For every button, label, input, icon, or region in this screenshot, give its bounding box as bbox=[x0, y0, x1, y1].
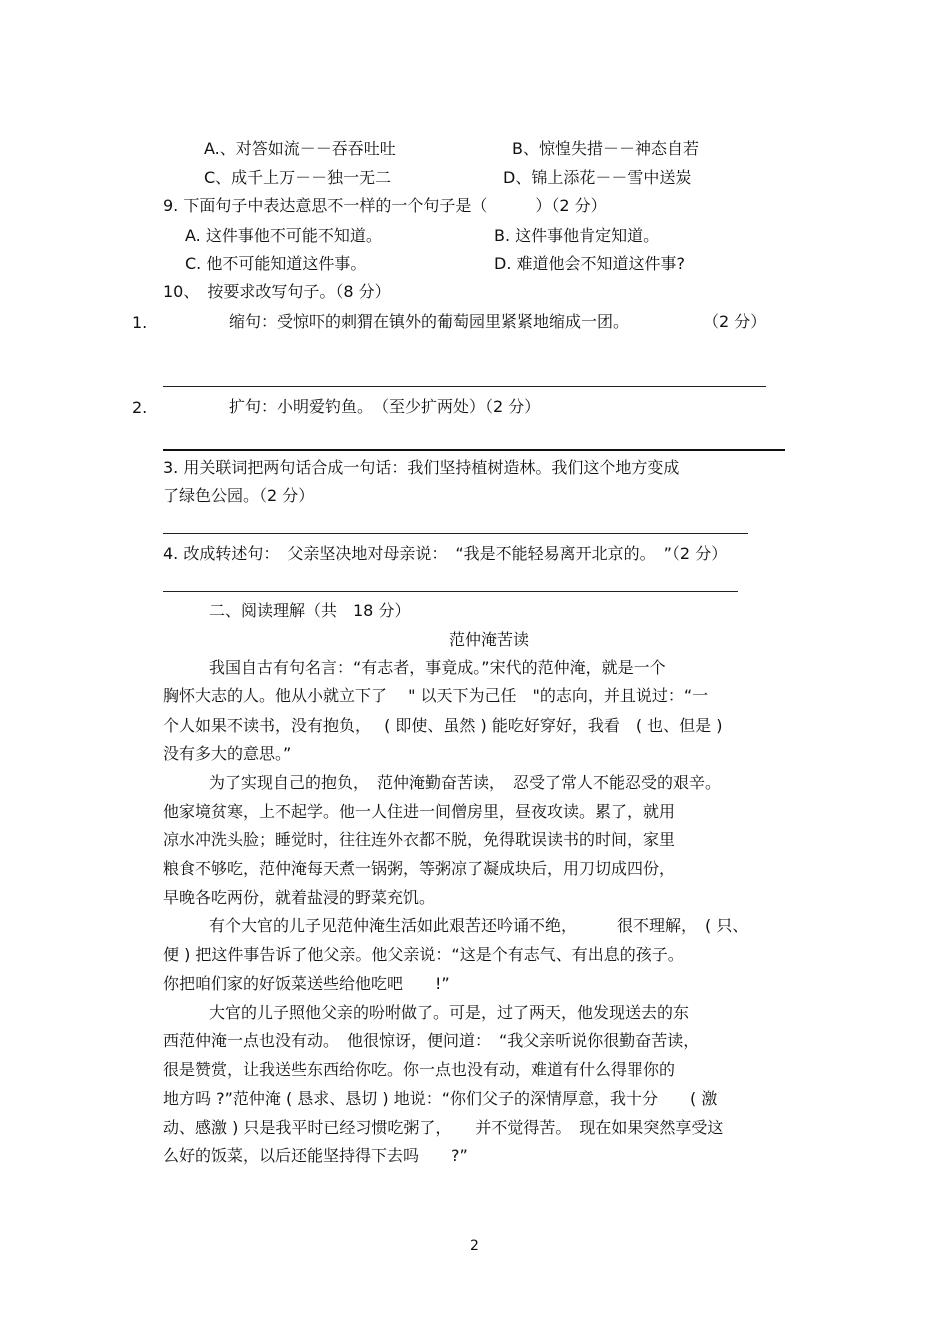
passage-line: 粮食不够吃，范仲淹每天煮一锅粥，等粥凉了凝成块后，用刀切成四份， bbox=[163, 859, 676, 878]
section-heading: 二、阅读理解（共 18 分） bbox=[209, 601, 411, 620]
passage-line: 地方吗 ?”范仲淹 ( 恳求、恳切 ) 地说：“你们父子的深情厚意，我十分 ( 激 bbox=[163, 1089, 718, 1108]
q10-item2-text: 扩句：小明爱钓鱼。 （至少扩两处）（2 分） bbox=[229, 397, 541, 416]
passage-line: 动、感激 ) 只是我平时已经习惯吃粥了， 并不觉得苦。 现在如果突然享受这 bbox=[163, 1118, 724, 1137]
q8-option-b: B、惊惶失措－－神态自若 bbox=[512, 139, 699, 158]
passage-line: 胸怀大志的人。他从小就立下了 " 以天下为己任 "的志向，并且说过：“一 bbox=[163, 686, 709, 705]
passage-line: 很是赞赏，让我送些东西给你吃。你一点也没有动，难道有什么得罪你的 bbox=[163, 1060, 676, 1079]
passage-line: 他家境贫寒，上不起学。他一人住进一间僧房里，昼夜攻读。累了，就用 bbox=[163, 802, 676, 821]
q8-option-d: D、锦上添花－－雪中送炭 bbox=[503, 168, 692, 187]
q10-item1-score: （2 分） bbox=[703, 312, 767, 331]
q9-option-b: B. 这件事他肯定知道。 bbox=[494, 226, 660, 245]
passage-line: 有个大官的儿子见范仲淹生活如此艰苦还吟诵不绝， 很不理解， ( 只、 bbox=[209, 916, 749, 935]
q9-option-a: A. 这件事他不可能不知道。 bbox=[185, 226, 382, 245]
passage-title: 范仲淹苦读 bbox=[449, 630, 530, 649]
page-number: 2 bbox=[470, 1238, 479, 1254]
q10-item2-number: 2. bbox=[132, 398, 148, 417]
passage-line: 没有多大的意思。” bbox=[163, 744, 292, 763]
q9-option-c: C. 他不可能知道这件事。 bbox=[185, 254, 367, 273]
q10-item3-line1: 3. 用关联词把两句话合成一句话：我们坚持植树造林。我们这个地方变成 bbox=[163, 458, 680, 477]
passage-line: 么好的饭菜，以后还能坚持得下去吗 ?” bbox=[163, 1146, 468, 1165]
q9-option-d: D. 难道他会不知道这件事? bbox=[494, 254, 685, 273]
answer-line-4 bbox=[163, 591, 738, 592]
passage-line: 你把咱们家的好饭菜送些给他吃吧 !” bbox=[163, 974, 450, 993]
q10-item1-number: 1. bbox=[132, 313, 148, 332]
q10-item3-line2: 了绿色公园。（2 分） bbox=[163, 486, 315, 505]
q10-item4-text: 4. 改成转述句： 父亲坚决地对母亲说： “我是不能轻易离开北京的。 ”（2 分） bbox=[163, 544, 728, 563]
passage-line: 我国自古有句名言：“有志者，事竟成。”宋代的范仲淹，就是一个 bbox=[209, 658, 666, 677]
q10-title: 10、 按要求改写句子。（8 分） bbox=[163, 282, 391, 301]
answer-line-1 bbox=[163, 386, 766, 387]
passage-line: 个人如果不读书，没有抱负， ( 即使、虽然 ) 能吃好穿好，我看 ( 也、但是 ) bbox=[163, 716, 723, 735]
passage-line: 便 ) 把这件事告诉了他父亲。他父亲说：“这是个有志气、有出息的孩子。 bbox=[163, 945, 684, 964]
passage-line: 为了实现自己的抱负， 范仲淹勤奋苦读， 忍受了常人不能忍受的艰辛。 bbox=[209, 773, 722, 792]
q8-option-a: A.、对答如流－－吞吞吐吐 bbox=[204, 139, 396, 158]
passage-line: 大官的儿子照他父亲的吩咐做了。可是，过了两天，他发现送去的东 bbox=[209, 1003, 690, 1022]
passage-line: 凉水冲洗头脸；睡觉时，往往连外衣都不脱，免得耽误读书的时间，家里 bbox=[163, 830, 676, 849]
passage-line: 西范仲淹一点也没有动。 他很惊讶，便问道： “我父亲听说你很勤奋苦读， bbox=[163, 1031, 700, 1050]
passage-line: 早晚各吃两份，就着盐浸的野菜充饥。 bbox=[163, 888, 436, 907]
q10-item1-text: 缩句：受惊吓的刺猬在镇外的葡萄园里紧紧地缩成一团。 bbox=[229, 312, 630, 331]
q8-option-c: C、成千上万－－独一无二 bbox=[204, 168, 392, 187]
q9-stem: 9. 下面句子中表达意思不一样的一个句子是（ ）（2 分） bbox=[163, 196, 607, 215]
answer-line-2 bbox=[163, 449, 785, 451]
answer-line-3 bbox=[163, 533, 748, 534]
